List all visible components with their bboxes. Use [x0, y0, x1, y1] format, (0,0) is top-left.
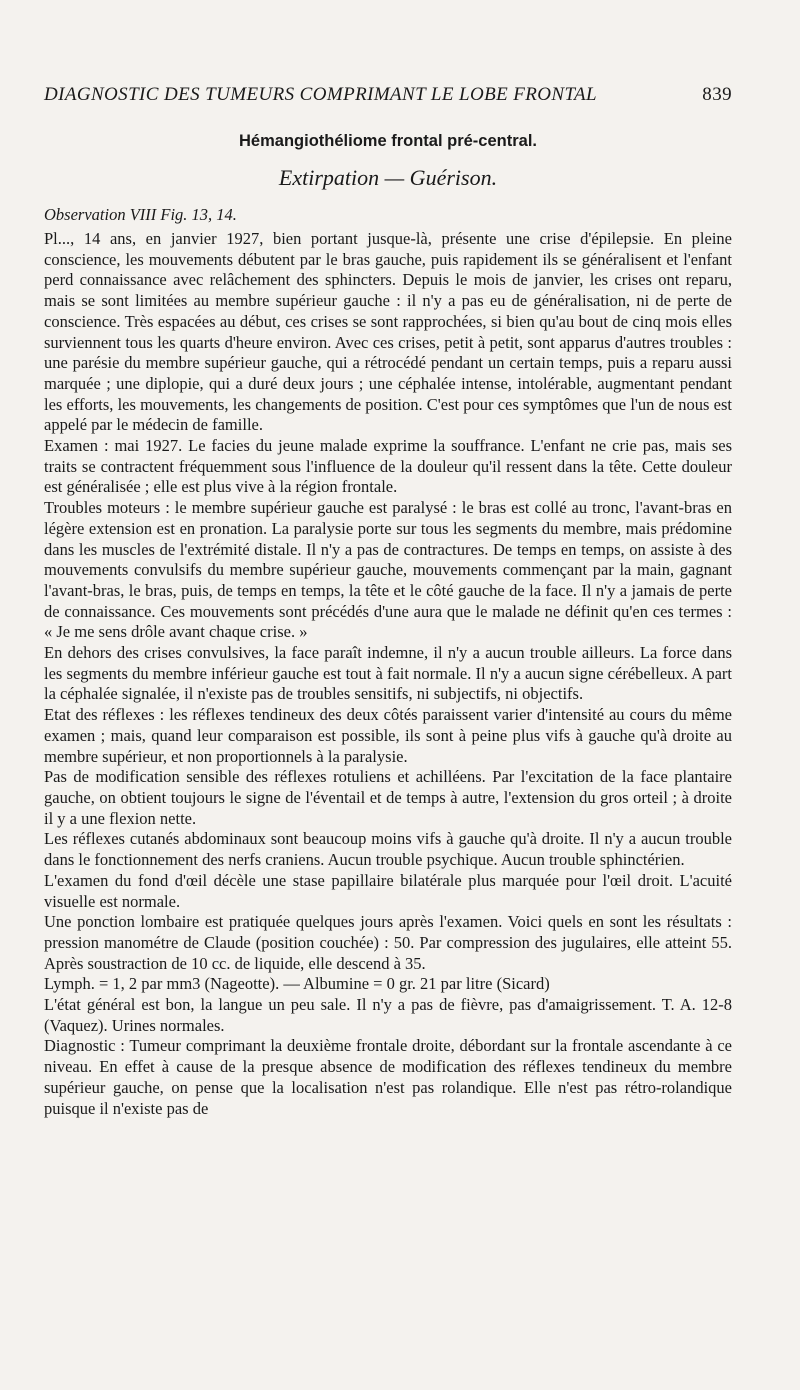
paragraph: L'état général est bon, la langue un peu sale. Il n'y a pas de fièvre, pas d'amaigrissement. T. A. 12-8 (Vaquez). Urines normales.: [44, 995, 732, 1035]
paragraph: L'examen du fond d'œil décèle une stase papillaire bilatérale plus marquée pour l'œil droit. L'acuité visuelle est normale.: [44, 870, 732, 911]
body-text: [44, 229, 732, 1119]
paragraph: Diagnostic : Tumeur comprimant la deuxième frontale droite, débordant sur la frontale ascendante à ce niveau. En effet à cause de la presque absence de modification des réflexes tendineux du membre supérieur gauche, on pense que la localisation n'est pas rolandique. Elle n'est pas rétro-rolandique puisque il n'existe pas de: [44, 1036, 732, 1118]
paragraph: Les réflexes cutanés abdominaux sont beaucoup moins vifs à gauche qu'à droite. Il n'y a aucun trouble dans le fonctionnement des nerfs craniens. Aucun trouble psychique. Aucun trouble sphinctérien.: [44, 829, 732, 870]
paragraph: Etat des réflexes : les réflexes tendineux des deux côtés paraissent varier d'intensité au cours du même examen ; mais, quand leur comparaison est possible, ils sont à peine plus vifs à gauche qu'à droite au membre supérieur, et non proportionnels à la paralysie.: [44, 705, 732, 766]
paragraph: Pas de modification sensible des réflexes rotuliens et achilléens. Par l'excitation de la face plantaire gauche, on obtient toujours le signe de l'éventail et de temps à autre, l'extension du gros orteil ; à droite il y a une flexion nette.: [44, 767, 732, 828]
observation-label: Observation VIII Fig. 13, 14.: [44, 205, 237, 224]
running-title: DIAGNOSTIC DES TUMEURS COMPRIMANT LE LOBE FRONTAL: [44, 84, 598, 105]
running-head: [44, 84, 732, 106]
paragraph: En dehors des crises convulsives, la face paraît indemne, il n'y a aucun trouble ailleurs. La force dans les segments du membre inférieur gauche est tout à fait normale. Il n'y a aucun signe cérébelleux. A part la céphalée signalée, il n'existe pas de troubles sensitifs, ni subjectifs, ni objectifs.: [44, 643, 732, 704]
paragraph: Pl..., 14 ans, en janvier 1927, bien portant jusque-là, présente une crise d'épilepsie. En pleine conscience, les mouvements débutent par le bras gauche, puis rapidement ils se généralisent et l'enfant perd connaissance avec relâchement des sphincters. Depuis le mois de janvier, les crises ont reparu, mais se sont limitées au membre supérieur gauche : il n'y a pas eu de généralisation, ni de perte de conscience. Très espacées au début, ces crises se sont rapprochées, si bien qu'au bout de cinq mois elles surviennent tous les quarts d'heure environ. Avec ces crises, petit à petit, sont apparus d'autres troubles : une parésie du membre supérieur gauche, qui a rétrocédé pendant un certain temps, puis a reparu aussi marquée ; une diplopie, qui a duré deux jours ; une céphalée intense, intolérable, augmentant pendant les efforts, les mouvements, les changements de position. C'est pour ces symptômes que l'un de nous est appelé par le médecin de famille.: [44, 229, 732, 435]
paragraph: Une ponction lombaire est pratiquée quelques jours après l'examen. Voici quels en sont les résultats : pression manométre de Claude (position couchée) : 50. Par compression des jugulaires, elle atteint 55. Après soustraction de 10 cc. de liquide, elle descend à 35.: [44, 912, 732, 973]
section-title: Extirpation — Guérison.: [278, 165, 498, 190]
paragraph: Troubles moteurs : le membre supérieur gauche est paralysé : le bras est collé au tronc, l'avant-bras en légère extension est en pronation. La paralysie porte sur tous les segments du membre, mais prédomine dans les muscles de l'extrémité distale. Il n'y a pas de contractures. De temps en temps, on assiste à des mouvements convulsifs du membre supérieur gauche, mouvements commençant par la main, gagnant l'avant-bras, le bras, puis, de temps en temps, la tête et le côté gauche de la face. Il n'y a jamais de perte de connaissance. Ces mouvements sont précédés d'une aura que le malade ne définit qu'en ces termes : « Je me sens drôle avant chaque crise. »: [44, 498, 732, 642]
paragraph: Examen : mai 1927. Le facies du jeune malade exprime la souffrance. L'enfant ne crie pas, mais ses traits se contractent fréquemment sous l'influence de la douleur qu'il ressent dans la tête. Cette douleur est généralisée ; elle est plus vive à la région frontale.: [44, 436, 732, 497]
paragraph: Lymph. = 1, 2 par mm3 (Nageotte). — Albumine = 0 gr. 21 par litre (Sicard): [44, 974, 550, 994]
case-subtitle: Hémangiothéliome frontal pré-central.: [239, 132, 537, 150]
page-number: 839: [702, 84, 732, 105]
